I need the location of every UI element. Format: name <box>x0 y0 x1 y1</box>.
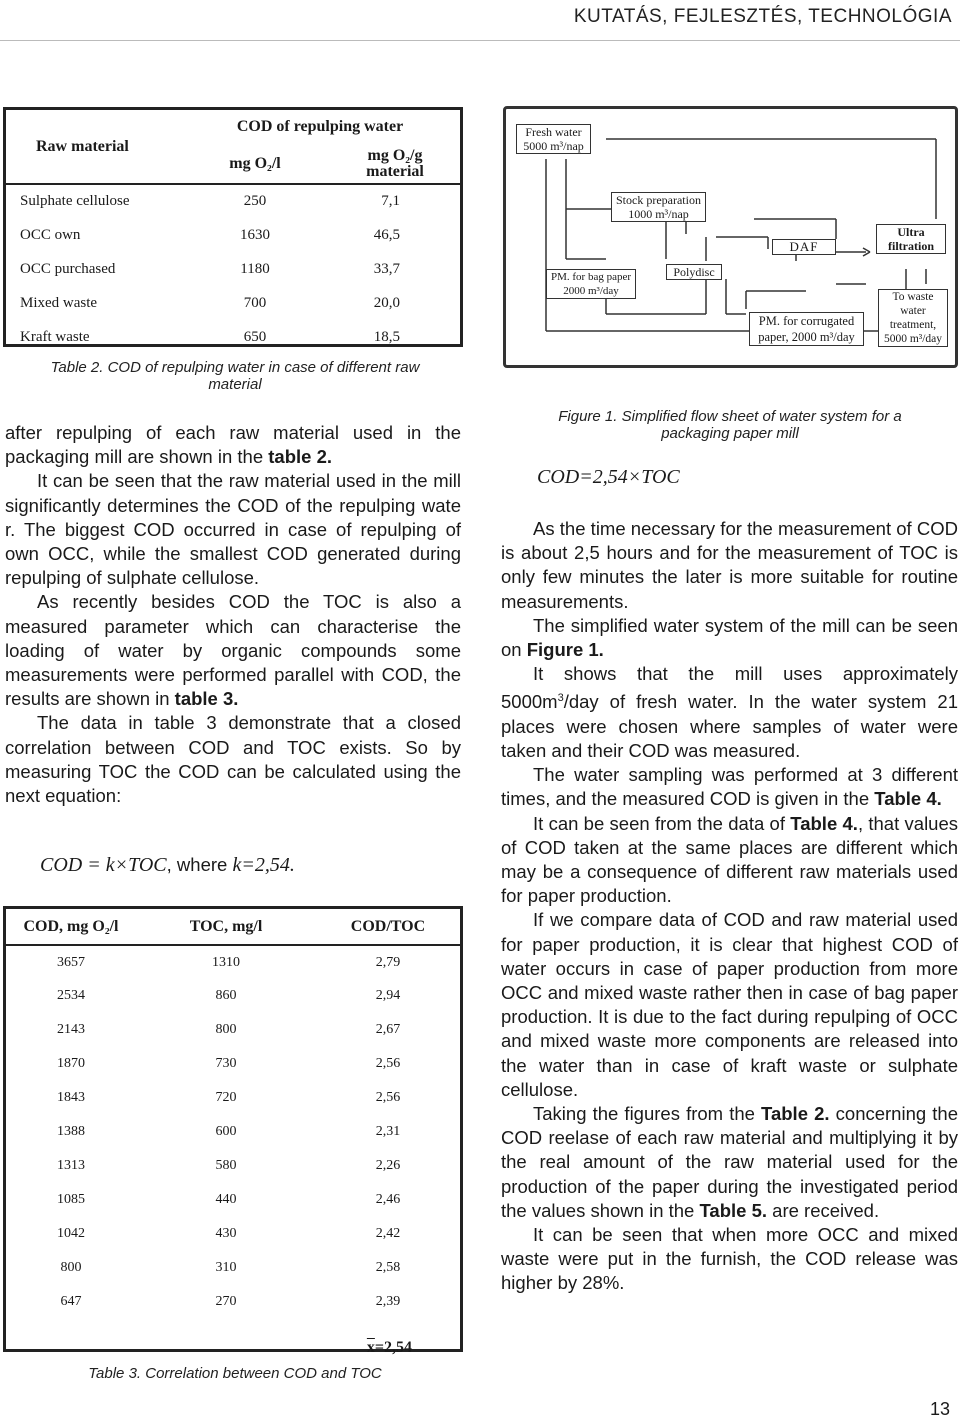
right-p2-text: The simplified water system of the mill can be seen on <box>501 614 958 661</box>
pm-bag-paper-label: PM. for bag paper <box>550 271 632 283</box>
figure1-caption: Figure 1. Simplified flow sheet of water system for a packaging paper mill <box>558 408 902 442</box>
right-p7-ref: Table 2. <box>761 1103 830 1125</box>
table3-cell-toc: 800 <box>215 1022 237 1037</box>
stock-preparation-label: Stock preparation <box>616 193 701 207</box>
table2-cell-mgl: 650 <box>243 328 267 345</box>
table2-cell-mgg: 7,1 <box>381 193 400 209</box>
table2-row <box>6 184 460 218</box>
table3-cell-toc: 730 <box>215 1056 237 1071</box>
table2-caption: Table 2. COD of repulping water in case of different raw material <box>50 359 420 393</box>
table3-cell-toc: 430 <box>215 1226 237 1241</box>
waste-water-label-2: water <box>900 305 926 317</box>
table2-cell-material: OCC purchased <box>20 260 116 277</box>
table3-row <box>6 1081 460 1115</box>
header-rule <box>0 40 960 41</box>
table2-cell-mgl: 1180 <box>240 260 270 277</box>
left-paragraph-4: The data in table 3 demonstrate that a closed correlation between COD and TOC exists. So by measuring TOC the COD can be calculated using the next equation: <box>5 712 461 807</box>
ultrafiltration-label-1: Ultra <box>897 225 925 239</box>
table3-cell-ratio: 2,26 <box>375 1158 401 1173</box>
left-p1-text: after repulping of each raw material used in the packaging mill are shown in the <box>5 422 461 468</box>
pm-corrugated-label: PM. for corrugated <box>758 314 855 328</box>
left-paragraph-1 <box>5 421 461 469</box>
right-paragraph-2 <box>501 614 958 662</box>
table3-row <box>6 945 460 979</box>
table2-row <box>6 286 460 320</box>
right-paragraph-4 <box>501 763 958 811</box>
table2-cell-mgg: 33,7 <box>373 260 400 277</box>
table3-cell-cod: 1313 <box>57 1158 85 1173</box>
table3-cell-cod: 2143 <box>57 1022 85 1037</box>
right-p3-sup: 3 <box>557 692 564 705</box>
table3-cell-toc: 720 <box>215 1090 237 1105</box>
table3-cell-ratio: 2,56 <box>375 1090 401 1105</box>
equation-k: k=2,54. <box>232 854 295 876</box>
table3-cell-cod: 1085 <box>57 1192 85 1207</box>
right-p7-text-b: concerning the COD reelase of each raw material and multiplying it by the real amount of the raw material used for the production of the paper during the investigated period the values shown in the <box>501 1103 958 1221</box>
table3-cell-ratio: 2,67 <box>375 1022 401 1037</box>
fresh-water-label: Fresh water <box>525 125 582 139</box>
ultrafiltration-box <box>876 224 946 254</box>
table2-sub2-line2: material <box>366 162 424 180</box>
left-paragraph-2: It can be seen that the raw material used in the mill significantly determines the COD of the repulping wate r. The biggest COD occurred in case of repulping of own OCC, while the smallest COD generated during repulping of sulphate cellulose. <box>5 470 461 589</box>
table3-cell-ratio: 2,58 <box>375 1260 401 1275</box>
table2-cell-mgl: 250 <box>243 193 267 209</box>
table3-cell-toc: 270 <box>215 1294 237 1309</box>
fresh-water-box <box>516 124 591 154</box>
right-p7-text-a: Taking the figures from the <box>533 1103 762 1125</box>
right-p2-ref: Figure 1. <box>526 639 604 661</box>
right-paragraph-3 <box>501 662 958 763</box>
table3-row <box>6 1115 460 1149</box>
table2-cell-mgl: 1630 <box>240 226 270 243</box>
left-p3-ref: table 3. <box>174 688 239 710</box>
table3-cell-ratio: 2,46 <box>375 1192 401 1207</box>
daf-box: DAF <box>772 239 836 255</box>
polydisc-box: Polydisc <box>666 264 722 280</box>
right-p5-text-b: , that values of COD taken at the same places are different which may be a consequence of different raw materials used for paper production. <box>501 812 959 907</box>
table3-cell-cod: 800 <box>60 1260 82 1275</box>
right-column-text <box>501 517 958 1296</box>
table2-cell-mgg: 46,5 <box>373 226 400 243</box>
table3-cell-ratio: 2,94 <box>375 988 401 1003</box>
table2-cell-mgg: 18,5 <box>373 328 400 345</box>
right-paragraph-6: If we compare data of COD and raw material used for paper production, it is clear that highest COD of water occurs in case of paper production from more OCC and mixed waste rather then in case of bag paper production. It is due to the fact during repulping of OCC and mixed waste more components are released into the water than in case of kraft waste or sulphate cellulose. <box>501 909 958 1100</box>
right-p5-ref: Table 4. <box>790 812 858 834</box>
table2-row <box>6 320 460 354</box>
right-paragraph-5 <box>501 812 958 909</box>
table3-header-toc: TOC, mg/l <box>136 909 316 945</box>
table3-row <box>6 1149 460 1183</box>
table2-cell-mgl: 700 <box>243 294 267 311</box>
table3-cell-cod: 1042 <box>57 1226 85 1241</box>
left-p3-text: As recently besides COD the TOC is also a measured parameter which can characterise the loading of water by organic compounds some measurements were performed parallel with COD, the results are shown in <box>5 591 461 710</box>
page-number: 13 <box>929 1399 950 1419</box>
table2-sub2 <box>330 144 460 184</box>
waste-water-volume: 5000 m³/day <box>883 333 943 345</box>
table3-cell-toc: 1310 <box>212 954 240 970</box>
table3-row <box>6 1285 460 1319</box>
right-paragraph-7 <box>501 1102 958 1223</box>
right-paragraph-8: It can be seen that when more OCC and mixed waste were put in the furnish, the COD release was higher by 28%. <box>501 1224 958 1294</box>
equation-formula: COD = k×TOC <box>40 854 167 876</box>
table3-cell-ratio: 2,42 <box>375 1226 401 1241</box>
table3-cell-cod: 2534 <box>57 988 85 1003</box>
table3-cell-toc: 310 <box>215 1260 237 1275</box>
waste-water-label-3: treatment, <box>889 319 937 331</box>
left-column-text <box>5 421 461 808</box>
right-p7-text-c: are received. <box>767 1199 880 1221</box>
stock-preparation-volume: 1000 m³/nap <box>628 207 689 221</box>
running-header: KUTATÁS, FEJLESZTÉS, TECHNOLÓGIA <box>573 6 952 27</box>
fresh-water-volume: 5000 m³/nap <box>523 139 584 153</box>
ultrafiltration-label-2: filtration <box>888 239 934 253</box>
table3-cell-cod: 647 <box>60 1294 82 1309</box>
pm-bag-paper-volume: 2000 m³/day <box>563 285 619 297</box>
left-p1-ref: table 2. <box>268 446 333 468</box>
table3-cell-cod: 1388 <box>57 1124 85 1139</box>
table3-cell-ratio: 2,79 <box>375 954 401 970</box>
right-paragraph-1: As the time necessary for the measurement of COD is about 2,5 hours and for the measurement of TOC is only few minutes the later is more suitable for routine measurements. <box>501 518 958 612</box>
table3-cell-cod: 1870 <box>57 1056 85 1071</box>
waste-water-treatment-box <box>878 289 948 347</box>
left-paragraph-3 <box>5 590 461 711</box>
table3-cell-ratio: 2,39 <box>375 1294 401 1309</box>
table2-row <box>6 218 460 252</box>
table2-sub1: mg O₂/l <box>229 154 281 172</box>
equation <box>40 854 295 877</box>
table3-header-cod: COD, mg O₂/l <box>6 909 136 945</box>
table-2 <box>3 107 463 347</box>
right-p4-ref: Table 4. <box>874 788 942 810</box>
equation-where: , where <box>166 854 233 875</box>
table3-row <box>6 1251 460 1285</box>
table2-cell-mgg: 20,0 <box>373 294 400 311</box>
right-p4-text: The water sampling was performed at 3 different times, and the measured COD is given in the <box>501 764 958 810</box>
figure-1-flow-sheet <box>503 106 958 368</box>
table3-mean-symbol: $\overline{x}$ <box>366 1339 375 1356</box>
table2-col-group: COD of repulping water <box>236 118 404 135</box>
right-p7-ref-2: Table 5. <box>699 1199 768 1221</box>
table3-cell-toc: 860 <box>215 988 237 1003</box>
stock-preparation-box <box>611 192 706 222</box>
table2-col-raw: Raw material <box>36 137 129 155</box>
table2-cell-material: OCC own <box>20 226 81 243</box>
table3-mean <box>316 1319 460 1359</box>
table-3 <box>3 906 463 1356</box>
table3-cell-toc: 440 <box>215 1192 237 1207</box>
table3-row <box>6 1013 460 1047</box>
table3-cell-toc: 580 <box>215 1158 237 1173</box>
waste-water-label-1: To waste <box>892 291 934 303</box>
cod-toc-equation: COD=2,54×TOC <box>537 466 680 488</box>
table3-cell-cod: 1843 <box>57 1090 85 1105</box>
table3-cell-toc: 600 <box>215 1124 237 1139</box>
table3-caption: Table 3. Correlation between COD and TOC <box>88 1365 382 1382</box>
pm-corrugated-volume: paper, 2000 m³/day <box>758 330 855 344</box>
table3-header-ratio: COD/TOC <box>316 909 460 945</box>
pm-bag-paper-box <box>546 269 636 299</box>
table3-mean-value: =2,54 <box>374 1339 412 1356</box>
table2-row <box>6 252 460 286</box>
right-p5-text-a: It can be seen from the data of <box>533 812 791 834</box>
table3-row <box>6 1217 460 1251</box>
right-p3-text-b: /day of fresh water. In the water system 21 places were chosen where samples of water were taken and their COD was measured. <box>501 691 958 761</box>
table2-cell-material: Kraft waste <box>20 328 90 345</box>
table3-row <box>6 979 460 1013</box>
table2-sub2-line1: mg O₂/g <box>367 146 423 164</box>
table3-row <box>6 1183 460 1217</box>
table3-cell-ratio: 2,56 <box>375 1056 401 1071</box>
table2-cell-material: Sulphate cellulose <box>20 193 130 209</box>
table3-row <box>6 1047 460 1081</box>
table2-cell-material: Mixed waste <box>20 294 98 311</box>
pm-corrugated-box <box>749 312 864 346</box>
right-p3-text-a: It shows that the mill uses approximately 5000m <box>501 663 958 713</box>
table3-cell-cod: 3657 <box>57 954 85 970</box>
table3-cell-ratio: 2,31 <box>375 1124 401 1139</box>
